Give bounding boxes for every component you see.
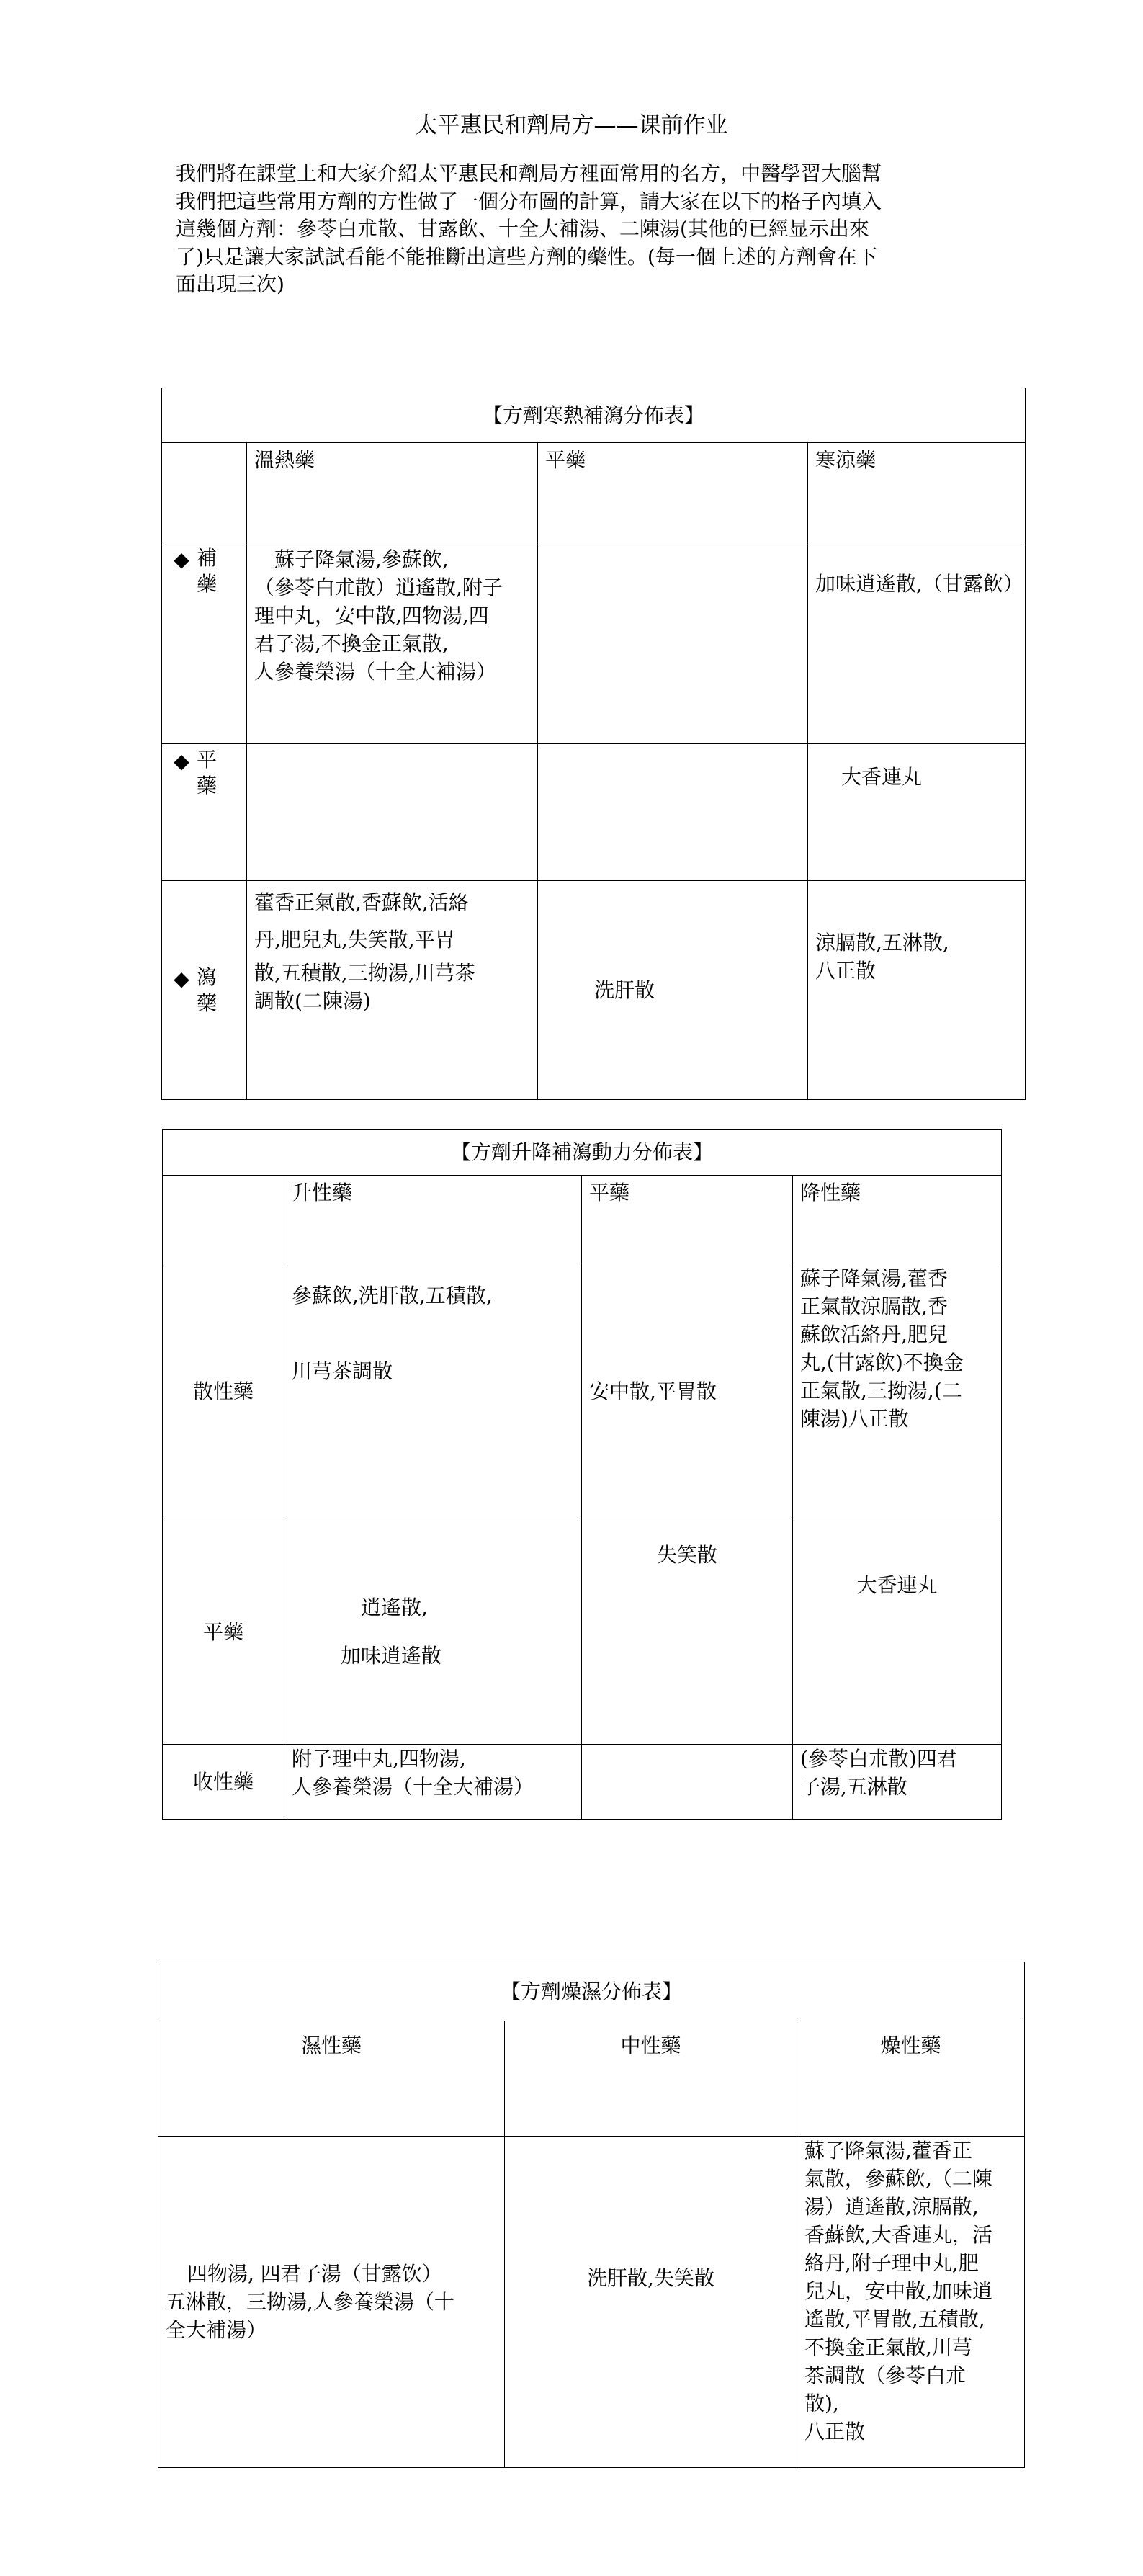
cell-line: (參苓白朮散)四君 (800, 1747, 957, 1771)
column-header-cold-cool: 寒涼藥 (808, 443, 1026, 542)
row-label-neutral (162, 744, 247, 881)
cell-line: 逍遙散, (361, 1596, 428, 1619)
column-header-warm-hot: 溫熱藥 (247, 443, 538, 542)
cell-neutral-warm (247, 744, 538, 881)
cell-line: 子湯,五淋散 (800, 1775, 907, 1799)
row-label-text: 補 藥 (196, 546, 217, 596)
diamond-bullet: ◆ (174, 749, 189, 773)
cell-astringent-ascending (284, 1745, 582, 1820)
cell-line: 失笑散 (656, 1543, 717, 1567)
column-header-dry: 燥性藥 (797, 2021, 1025, 2137)
cell-line: 八正散 (815, 959, 877, 983)
cell-line: 大香連丸 (841, 765, 923, 789)
cell-tonify-warm (247, 542, 538, 744)
cell-line: 散,五積散,三拗湯,川芎茶 (254, 961, 475, 985)
cell-line: 兒丸，安中散,加味逍 (804, 2279, 992, 2303)
cell-neutral-ascending (284, 1519, 582, 1745)
cell-line: 蘇子降氣湯,藿香 (800, 1266, 948, 1290)
cell-line: 湯）逍遙散,涼膈散, (804, 2195, 979, 2219)
column-header-descending: 降性藥 (793, 1176, 1002, 1264)
document-title: 太平惠民和劑局方——课前作业 (415, 112, 728, 138)
row-label-text: 瀉 藥 (196, 965, 217, 1015)
cell-line: 蘇子降氣湯,藿香正 (804, 2139, 972, 2163)
row-label-tonify (162, 542, 247, 744)
cell-line: 丹,肥兒丸,失笑散,平胃 (254, 928, 455, 952)
diamond-bullet: ◆ (174, 966, 189, 990)
intro-line: 面出現三次) (176, 272, 284, 296)
cell-line: 理中丸，安中散,四物湯,四 (254, 604, 489, 627)
cell-tonify-neutral (538, 542, 808, 744)
cell-line: 川芎茶調散 (292, 1359, 393, 1383)
cell-line: （參苓白朮散）逍遙散,附子 (254, 576, 503, 599)
column-header-neutral: 平藥 (582, 1176, 793, 1264)
cell-line: 正氣散,三拗湯,(二 (800, 1379, 962, 1403)
cell-line: 涼膈散,五淋散, (815, 931, 949, 954)
ascend-descend-dynamics-table (162, 1129, 1002, 1820)
table-caption: 【方劑升降補瀉動力分佈表】 (163, 1130, 1002, 1176)
intro-line: 我們把這些常用方劑的方性做了一個分布圖的計算，請大家在以下的格子內填入 (176, 189, 882, 213)
table-caption: 【方劑燥濕分佈表】 (158, 1962, 1025, 2021)
cell-line: 散), (804, 2392, 839, 2415)
cell-line: 正氣散涼膈散,香 (800, 1294, 948, 1318)
cell-neutral (505, 2137, 797, 2468)
cell-neutral-neutral (582, 1519, 793, 1745)
cell-line: 丸,(甘露飲)不換金 (800, 1351, 964, 1374)
cold-heat-tonify-drain-table (161, 388, 1026, 1100)
intro-paragraph (176, 160, 979, 299)
cell-astringent-neutral (582, 1745, 793, 1820)
cell-line: 遙散,平胃散,五積散, (804, 2307, 985, 2331)
row-label-astringent: 收性藥 (163, 1745, 284, 1820)
cell-line: 君子湯,不換金正氣散, (254, 632, 449, 656)
cell-dry (797, 2137, 1025, 2468)
cell-line: 加味逍遙散 (341, 1644, 442, 1668)
cell-line: 香蘇飲,大香連丸，活 (804, 2223, 992, 2247)
row-label-neutral: 平藥 (163, 1519, 284, 1745)
cell-dispersing-descending (793, 1264, 1002, 1519)
cell-drain-cold (808, 881, 1026, 1100)
cell-line: 藿香正氣散,香蘇飲,活絡 (254, 890, 469, 914)
cell-line: 不換金正氣散,川芎 (804, 2335, 972, 2359)
intro-line: 這幾個方劑：參苓白朮散、甘露飲、十全大補湯、二陳湯(其他的已經显示出來 (176, 217, 869, 241)
table-caption: 【方劑寒熱補瀉分佈表】 (162, 388, 1026, 443)
intro-line: 了)只是讓大家試試看能不能推斷出這些方劑的藥性。(每一個上述的方劑會在下 (176, 244, 877, 269)
column-header-neutral: 平藥 (538, 443, 808, 542)
cell-dispersing-ascending (284, 1264, 582, 1519)
cell-drain-warm (247, 881, 538, 1100)
cell-damp (158, 2137, 505, 2468)
corner-cell (163, 1176, 284, 1264)
cell-line: 洗肝散 (594, 978, 655, 1002)
cell-line: 人參養榮湯（十全大補湯） (292, 1775, 534, 1799)
cell-neutral-cold (808, 744, 1026, 881)
cell-line: 八正散 (804, 2420, 866, 2443)
cell-line: 四物湯, 四君子湯（甘露饮） (187, 2262, 442, 2286)
row-label-text: 平 藥 (196, 748, 217, 797)
column-header-damp: 濕性藥 (158, 2021, 505, 2137)
diamond-bullet: ◆ (174, 547, 189, 571)
cell-line: 蘇子降氣湯,參蘇飲, (254, 547, 449, 571)
cell-line: 蘇飲活絡丹,肥兒 (800, 1323, 948, 1346)
intro-line: 我們將在課堂上和大家介紹太平惠民和劑局方裡面常用的名方，中醫學習大腦幫 (176, 161, 882, 185)
column-header-neutral: 中性藥 (505, 2021, 797, 2137)
column-header-ascending: 升性藥 (284, 1176, 582, 1264)
cell-neutral-descending (793, 1519, 1002, 1745)
cell-line: 五淋散，三拗湯,人參養榮湯（十 (166, 2290, 454, 2314)
cell-line: 洗肝散,失笑散 (587, 2266, 714, 2290)
cell-line: 安中散,平胃散 (589, 1379, 717, 1403)
cell-line: 大香連丸 (856, 1573, 938, 1597)
cell-line: 絡丹,附子理中丸,肥 (804, 2251, 979, 2275)
cell-line: 人參養榮湯（十全大補湯） (254, 660, 497, 684)
cell-drain-neutral (538, 881, 808, 1100)
corner-cell (162, 443, 247, 542)
cell-line: 調散(二陳湯) (254, 989, 371, 1013)
cell-line: 加味逍遙散,（甘露飲） (815, 572, 1023, 596)
cell-line: 附子理中丸,四物湯, (292, 1747, 466, 1771)
dry-damp-table (158, 1962, 1025, 2468)
cell-dispersing-neutral (582, 1264, 793, 1519)
cell-line: 陳湯)八正散 (800, 1407, 909, 1431)
row-label-dispersing: 散性藥 (163, 1264, 284, 1519)
cell-neutral-neutral (538, 744, 808, 881)
cell-line: 全大補湯） (166, 2318, 267, 2342)
cell-line: 茶調散（參苓白朮 (804, 2363, 967, 2387)
cell-line: 參蘇飲,洗肝散,五積散, (292, 1284, 493, 1307)
cell-astringent-descending (793, 1745, 1002, 1820)
row-label-drain (162, 881, 247, 1100)
cell-tonify-cold (808, 542, 1026, 744)
cell-line: 氣散，參蘇飲,（二陳 (804, 2167, 992, 2191)
